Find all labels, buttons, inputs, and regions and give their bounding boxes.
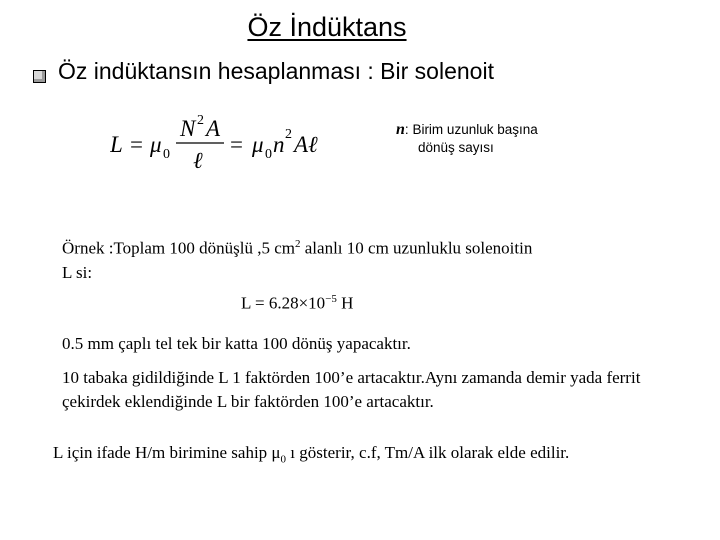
formula-rhs-sup: 2 bbox=[285, 127, 292, 142]
example-sup: 2 bbox=[295, 238, 301, 250]
formula-num-sup: 2 bbox=[197, 113, 204, 128]
example-line1-tail: alanlı 10 cm uzunluklu solenoitin bbox=[300, 238, 533, 258]
formula-rhs-n: n bbox=[273, 132, 285, 157]
n-note-line2: dönüş sayısı bbox=[418, 140, 494, 155]
formula-eq1: = bbox=[130, 132, 143, 157]
n-note-line1: Birim uzunluk başına bbox=[412, 122, 538, 137]
n-colon: : bbox=[404, 122, 409, 137]
square-bullet-icon bbox=[33, 70, 46, 83]
slide-title: Öz İndüktans bbox=[247, 12, 407, 42]
example-line2: L si: bbox=[62, 262, 93, 282]
result-text: L = 6.28×10 bbox=[241, 293, 326, 313]
formula-den: ℓ bbox=[193, 148, 203, 172]
formula-eq2: = bbox=[230, 132, 243, 157]
layers-paragraph: 10 tabaka gidildiğinde L 1 faktörden 100’e artacaktır.Aynı zamanda demir yada ferrit çekirdek eklendiğinde L bir faktörden 100’e artacaktır. bbox=[62, 368, 641, 411]
n-definition-note bbox=[396, 121, 538, 157]
units-post: ı gösterir, c.f, Tm/A ilk olarak elde edilir. bbox=[286, 443, 570, 462]
formula-mu: μ bbox=[150, 132, 162, 157]
formula-mu-sub: 0 bbox=[163, 147, 170, 162]
formula-num-tail: A bbox=[206, 116, 221, 141]
formula-lhs: L bbox=[110, 132, 123, 157]
formula-rhs-sub: 0 bbox=[265, 147, 272, 162]
bullet-text: Öz indüktansın hesaplanması : Bir solenoit bbox=[58, 58, 494, 84]
inductance-result bbox=[241, 293, 353, 314]
units-paragraph bbox=[53, 441, 569, 471]
result-sup: −5 bbox=[325, 293, 337, 305]
formula-rhs-tail: Aℓ bbox=[294, 132, 318, 157]
example-line1: Örnek :Toplam 100 dönüşlü ,5 cm bbox=[62, 238, 296, 258]
formula-num: N bbox=[180, 116, 196, 141]
inductance-formula bbox=[110, 112, 340, 172]
wire-paragraph: 0.5 mm çaplı tel tek bir katta 100 dönüş yapacaktır. bbox=[62, 334, 411, 353]
formula-rhs-mu: μ bbox=[252, 132, 264, 157]
example-paragraph bbox=[62, 232, 682, 285]
result-unit: H bbox=[336, 293, 354, 313]
n-symbol: n bbox=[396, 121, 405, 138]
units-pre: L için ifade H/m birimine sahip μ bbox=[53, 443, 281, 462]
units-sub: 0 bbox=[280, 453, 287, 466]
